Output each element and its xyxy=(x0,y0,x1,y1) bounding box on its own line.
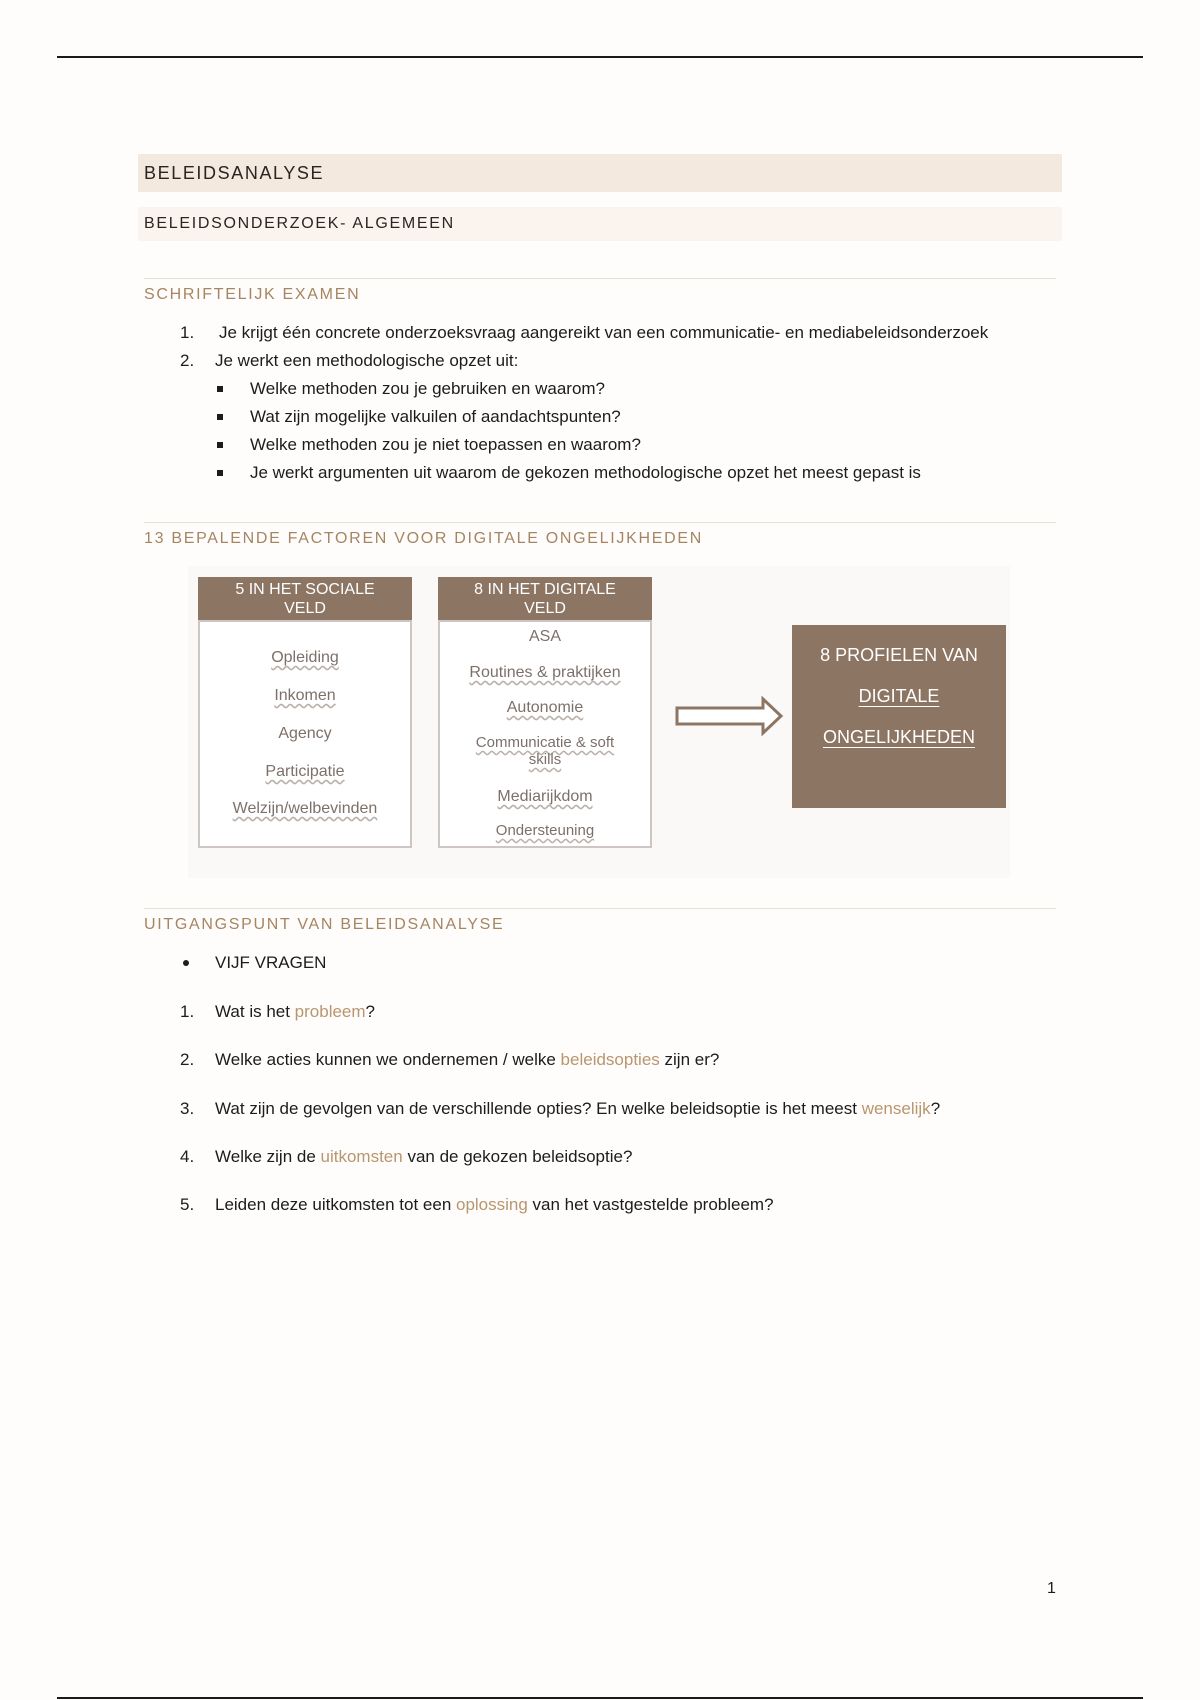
bullet-item: Welke methoden zou je gebruiken en waarom? xyxy=(250,379,606,398)
question-highlight: beleidsopties xyxy=(560,1050,660,1069)
digital-header-line1: 8 IN HET DIGITALE xyxy=(474,581,616,598)
profiles-line3: ONGELIJKHEDEN xyxy=(822,727,976,747)
social-column xyxy=(198,620,412,848)
arrow-right-icon xyxy=(675,696,785,736)
bullet-square xyxy=(217,414,223,420)
section-divider xyxy=(144,522,1056,523)
bullet-square xyxy=(217,442,223,448)
profiles-box xyxy=(792,625,1006,808)
question-highlight: probleem xyxy=(294,1002,366,1021)
list-item: Je werkt een methodologische opzet uit: xyxy=(215,351,519,370)
heading-1: BELEIDSANALYSE xyxy=(138,154,1062,192)
question-text: Leiden deze uitkomsten tot een xyxy=(215,1195,456,1214)
question-text: Wat zijn de gevolgen van de verschillende opties? En welke beleidsoptie is het meest xyxy=(215,1099,862,1118)
question-text: van het vastgestelde probleem? xyxy=(527,1195,774,1214)
social-column-header xyxy=(198,577,412,620)
social-header-line2: VELD xyxy=(284,600,326,617)
digital-column xyxy=(438,620,652,848)
heading-2: BELEIDSONDERZOEK- ALGEMEEN xyxy=(138,207,1062,241)
bullet-item: Wat zijn mogelijke valkuilen of aandachtspunten? xyxy=(250,407,621,426)
profiles-line2: DIGITALE xyxy=(858,686,940,706)
bullet-square xyxy=(217,470,223,476)
list-number: 4. xyxy=(180,1147,195,1166)
question-text: Wat is het xyxy=(215,1002,295,1021)
section-title-exam: SCHRIFTELIJK EXAMEN xyxy=(144,286,361,303)
profiles-line1: 8 PROFIELEN VAN xyxy=(820,645,978,665)
question-text: ? xyxy=(930,1099,941,1118)
list-number: 5. xyxy=(180,1195,195,1214)
list-number: 1. xyxy=(180,323,195,342)
bullet-item: Je werkt argumenten uit waarom de gekozen methodologische opzet het meest gepast is xyxy=(250,463,921,482)
list-item: Je krijgt één concrete onderzoeksvraag aangereikt van een communicatie- en mediabeleidsonderzoek xyxy=(219,323,989,342)
list-number: 3. xyxy=(180,1099,195,1118)
social-factor: Participatie xyxy=(265,763,345,780)
social-factor: Welzijn/welbevinden xyxy=(232,800,378,817)
digital-column-header xyxy=(438,577,652,620)
page-number: 1 xyxy=(1047,1580,1056,1597)
list-number: 2. xyxy=(180,351,195,370)
question-item xyxy=(215,1098,940,1120)
social-factor: Inkomen xyxy=(274,687,336,704)
section-divider xyxy=(144,908,1056,909)
bullet-dot xyxy=(183,960,189,966)
question-item xyxy=(215,1146,632,1168)
social-header-line1: 5 IN HET SOCIALE xyxy=(235,581,375,598)
question-text: Welke zijn de xyxy=(215,1147,321,1166)
social-factor: Agency xyxy=(278,725,332,742)
section-divider xyxy=(144,278,1056,279)
bullet-item: VIJF VRAGEN xyxy=(215,953,327,972)
digital-factor: skills xyxy=(528,751,562,768)
list-number: 2. xyxy=(180,1050,195,1069)
digital-factor: Communicatie & soft xyxy=(475,734,615,751)
digital-factor: Mediarijkdom xyxy=(497,788,593,805)
question-text: zijn er? xyxy=(659,1050,720,1069)
header-rule xyxy=(57,56,1143,58)
digital-factor: Autonomie xyxy=(506,699,584,716)
question-highlight: wenselijk xyxy=(861,1099,931,1118)
question-item xyxy=(215,1001,375,1023)
question-text: van de gekozen beleidsoptie? xyxy=(402,1147,633,1166)
bullet-square xyxy=(217,386,223,392)
digital-factor: ASA xyxy=(528,628,561,645)
bullet-item: Welke methoden zou je niet toepassen en waarom? xyxy=(250,435,641,454)
section-title-start: UITGANGSPUNT VAN BELEIDSANALYSE xyxy=(144,916,505,933)
list-number: 1. xyxy=(180,1002,195,1021)
digital-factor: Ondersteuning xyxy=(495,822,595,839)
question-highlight: uitkomsten xyxy=(320,1147,403,1166)
section-title-factors: 13 BEPALENDE FACTOREN VOOR DIGITALE ONGELIJKHEDEN xyxy=(144,530,703,547)
social-factor: Opleiding xyxy=(271,649,339,666)
footer-rule xyxy=(57,1697,1143,1699)
question-text: Welke acties kunnen we ondernemen / welke xyxy=(215,1050,561,1069)
digital-header-line2: VELD xyxy=(524,600,566,617)
question-item xyxy=(215,1049,719,1071)
question-text: ? xyxy=(365,1002,376,1021)
question-item xyxy=(215,1194,774,1216)
question-highlight: oplossing xyxy=(456,1195,528,1214)
digital-factor: Routines & praktijken xyxy=(469,664,621,681)
